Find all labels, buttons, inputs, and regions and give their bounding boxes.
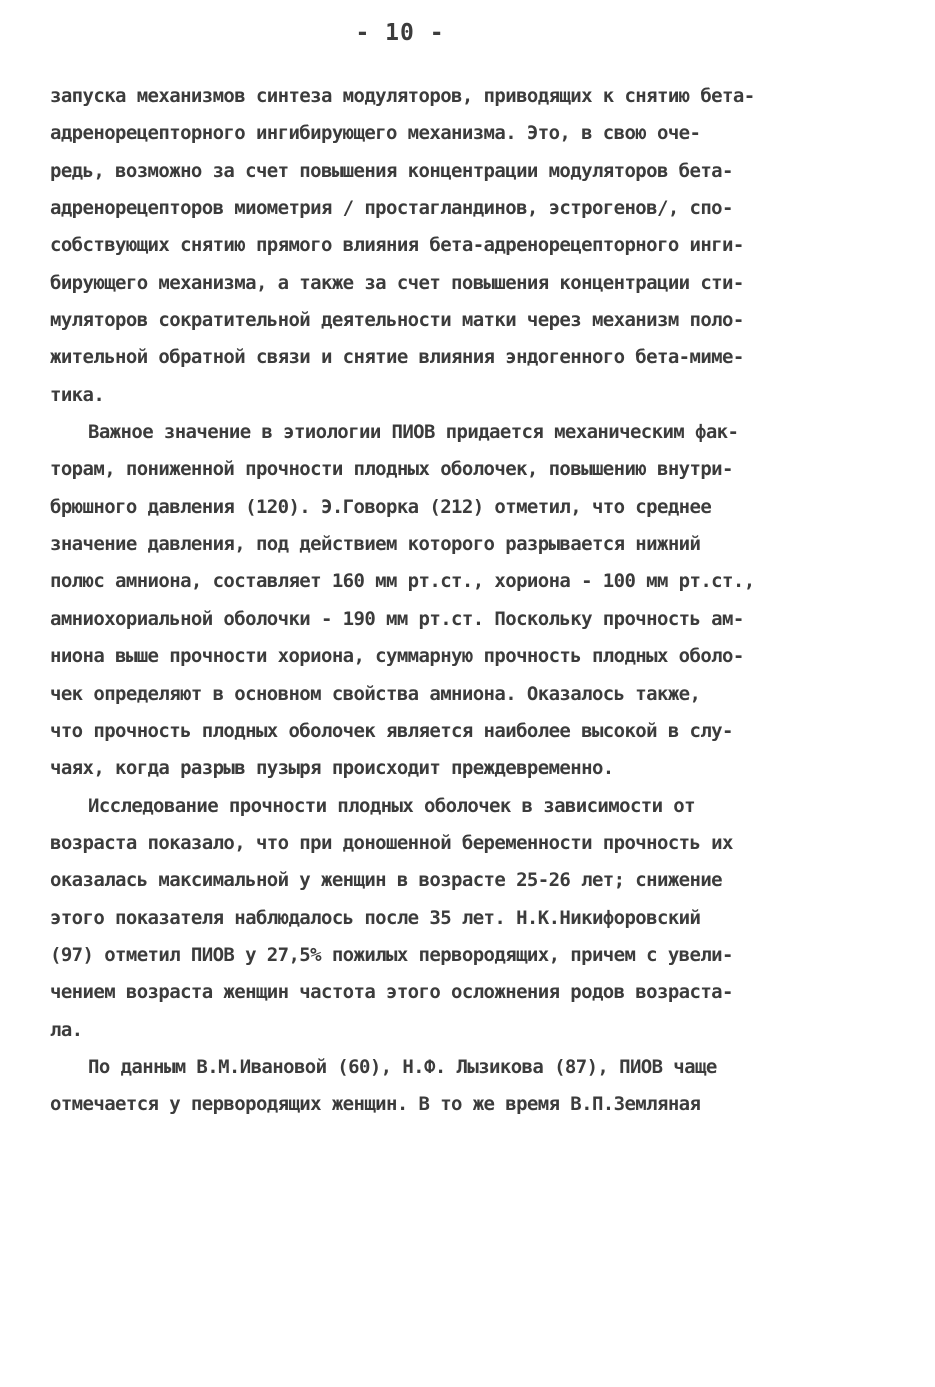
text-line: оказалась максимальной у женщин в возрасте 25-26 лет; снижение bbox=[50, 869, 723, 892]
text-line: брюшного давления (120). Э.Говорка (212) отметил, что среднее bbox=[50, 495, 712, 518]
paragraph-4 bbox=[50, 1049, 890, 1124]
text-line: запуска механизмов синтеза модуляторов, приводящих к снятию бета- bbox=[50, 85, 755, 107]
text-line: полюс амниона, составляет 160 мм рт.ст., хориона - 100 мм рт.ст., bbox=[50, 570, 755, 593]
text-line: адренорецепторного ингибирующего механизма. Это, в свою оче- bbox=[50, 122, 701, 145]
text-line: адренорецепторов миометрия / простагландинов, эстрогенов/, спо- bbox=[50, 197, 733, 220]
paragraph-3 bbox=[50, 788, 890, 1049]
text-line: тика. bbox=[50, 383, 105, 406]
text-line: чением возраста женщин частота этого осложнения родов возраста- bbox=[50, 981, 733, 1004]
text-line: жительной обратной связи и снятие влияния эндогенного бета-миме- bbox=[50, 346, 744, 369]
paragraph-2 bbox=[50, 414, 890, 787]
text-line: отмечается у первородящих женщин. В то же время В.П.Земляная bbox=[50, 1093, 701, 1116]
text-line: Исследование прочности плодных оболочек в зависимости от bbox=[88, 794, 695, 817]
text-line: этого показателя наблюдалось после 35 лет. Н.К.Никифоровский bbox=[50, 906, 701, 929]
paragraph-1 bbox=[50, 78, 890, 414]
text-line: бирующего механизма, а также за счет повышения концентрации сти- bbox=[50, 271, 744, 294]
text-line: По данным В.М.Ивановой (60), Н.Ф. Лызикова (87), ПИОВ чаще bbox=[88, 1055, 717, 1078]
text-line: редь, возможно за счет повышения концентрации модуляторов бета- bbox=[50, 159, 733, 182]
document-body bbox=[50, 78, 890, 1124]
text-line: чек определяют в основном свойства амниона. Оказалось также, bbox=[50, 682, 701, 705]
text-line: значение давления, под действием которого разрывается нижний bbox=[50, 533, 701, 556]
text-line: Важное значение в этиологии ПИОВ придается механическим фак- bbox=[88, 421, 739, 444]
text-line: амниохориальной оболочки - 190 мм рт.ст. Поскольку прочность ам- bbox=[50, 607, 744, 630]
text-line: (97) отметил ПИОВ у 27,5% пожилых первородящих, причем с увели- bbox=[50, 943, 733, 966]
text-line: торам, пониженной прочности плодных оболочек, повышению внутри- bbox=[50, 458, 733, 481]
text-line: муляторов сократительной деятельности матки через механизм поло- bbox=[50, 309, 744, 332]
text-line: чаях, когда разрыв пузыря происходит преждевременно. bbox=[50, 757, 614, 780]
text-line: возраста показало, что при доношенной беременности прочность их bbox=[50, 831, 733, 854]
page-number: - 10 - bbox=[355, 20, 445, 46]
text-line: собствующих снятию прямого влияния бета-адренорецепторного инги- bbox=[50, 234, 744, 257]
text-line: ниона выше прочности хориона, суммарную прочность плодных оболо- bbox=[50, 645, 744, 668]
text-line: ла. bbox=[50, 1018, 83, 1041]
text-line: что прочность плодных оболочек является наиболее высокой в слу- bbox=[50, 719, 733, 742]
